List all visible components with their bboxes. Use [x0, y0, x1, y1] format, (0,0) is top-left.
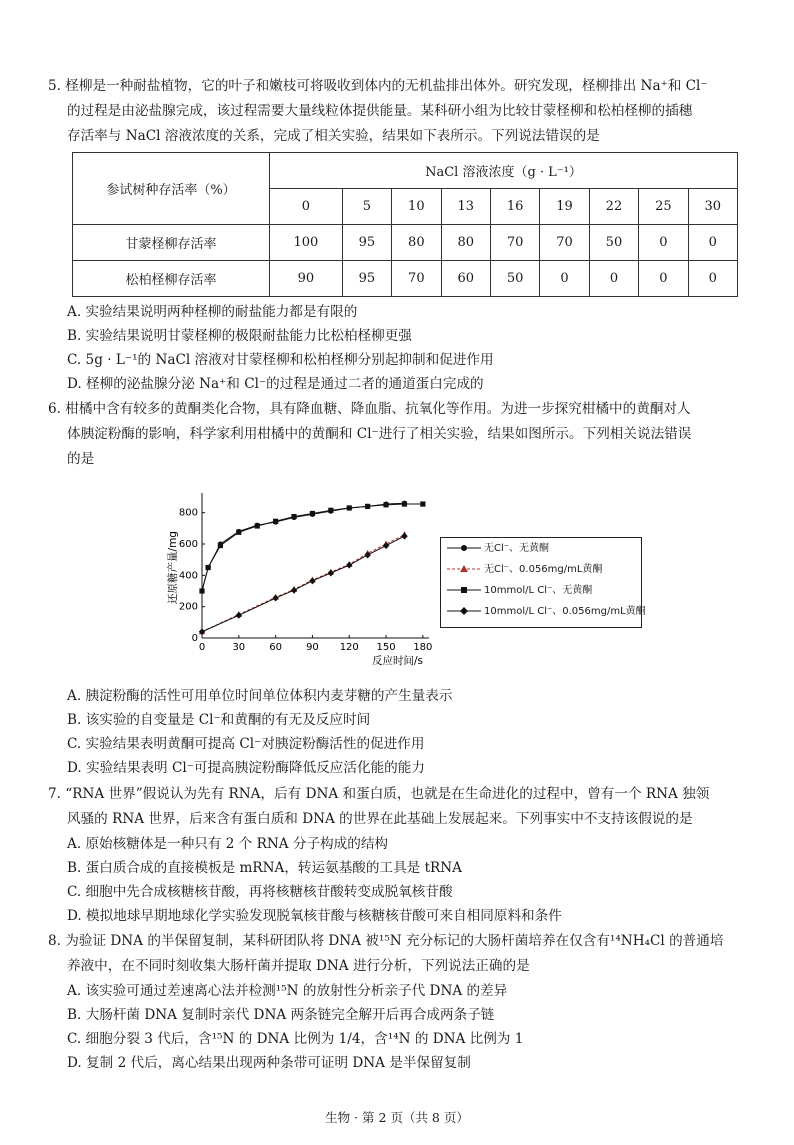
concentration-cell: 19: [540, 189, 589, 225]
table-cell: 70: [540, 225, 589, 261]
q6-option-a: A. 胰淀粉酶的活性可用单位时间单位体积内麦芽糖的产生量表示: [67, 688, 453, 704]
x-tick-label: 120: [339, 642, 359, 653]
q5-stem-line-2: 的过程是由泌盐腺完成，该过程需要大量线粒体提供能量。某科研小组为比较甘蒙柽柳和松柏柽柳的插穗: [67, 103, 693, 119]
q6-stem-line-1: 6. 柑橘中含有较多的黄酮类化合物，具有降血糖、降血脂、抗氧化等作用。为进一步探究柑橘中的黄酮对人: [48, 401, 691, 417]
table-cell: 90: [270, 261, 343, 297]
q7-stem-line-1: 7. “RNA 世界”假说认为先有 RNA，后有 DNA 和蛋白质，也就是在生命进化的过程中，曾有一个 RNA 独领: [48, 786, 710, 802]
row-label: 甘蒙柽柳存活率: [73, 225, 270, 261]
q8-stem-line-2: 养液中，在不同时刻收集大肠杆菌并提取 DNA 进行分析，下列说法正确的是: [67, 958, 530, 974]
data-point: [291, 587, 297, 594]
concentration-cell: 16: [490, 189, 539, 225]
legend-label: 无Cl⁻、无黄酮: [484, 543, 550, 554]
q8-option-b: B. 大肠杆菌 DNA 复制时亲代 DNA 两条链完全解开后再合成两条子链: [67, 1007, 495, 1023]
table-cell: 70: [392, 261, 441, 297]
concentration-cell: 22: [589, 189, 638, 225]
q6-option-d: D. 实验结果表明 Cl⁻可提高胰淀粉酶降低反应活化能的能力: [67, 760, 425, 776]
data-point: [328, 569, 334, 576]
data-point: [255, 523, 260, 528]
y-tick-label: 0: [191, 633, 198, 644]
data-point: [346, 562, 352, 569]
data-point: [328, 508, 333, 513]
legend-item: [447, 541, 549, 557]
q8-stem-line-1: 8. 为验证 DNA 的半保留复制，某科研团队将 DNA 被¹⁵N 充分标记的大肠杆菌培养在仅含有¹⁴NH₄Cl 的普通培: [48, 933, 724, 949]
legend-label: 10mmol/L Cl⁻、无黄酮: [484, 585, 593, 596]
q5-survival-table: [72, 152, 738, 297]
table-cell: 0: [540, 261, 589, 297]
data-point: [309, 577, 315, 584]
series-line: [202, 535, 404, 632]
y-axis-label: 还原糖产量/mg: [167, 531, 179, 604]
table-cell: 0: [639, 261, 688, 297]
concentration-cell: 10: [392, 189, 441, 225]
table-cell: 80: [392, 225, 441, 261]
x-axis-label: 反应时间/s: [371, 655, 423, 667]
table-cell: 0: [589, 261, 638, 297]
data-point: [236, 530, 241, 535]
legend-square-marker: [447, 585, 481, 595]
x-tick-label: 0: [198, 642, 206, 653]
data-point: [401, 533, 407, 540]
table-cell: 70: [490, 225, 539, 261]
q5-option-d: D. 柽柳的泌盐腺分泌 Na⁺和 Cl⁻的过程是通过二者的通道蛋白完成的: [67, 376, 484, 392]
concentration-cell: 30: [688, 189, 737, 225]
table-cell: 95: [342, 225, 391, 261]
q8-option-a: A. 该实验可通过差速离心法并检测¹⁵N 的放射性分析亲子代 DNA 的差异: [67, 983, 508, 999]
q5-stem-line-1: 5. 柽柳是一种耐盐植物，它的叶子和嫩枝可将吸收到体内的无机盐排出体外。研究发现，柽柳排出 Na⁺和 Cl⁻: [48, 78, 708, 94]
q6-option-c: C. 实验结果表明黄酮可提高 Cl⁻对胰淀粉酶活性的促进作用: [67, 736, 425, 752]
concentration-cell: 13: [441, 189, 490, 225]
legend-triangle-marker: [447, 564, 481, 574]
table-cell: 50: [589, 225, 638, 261]
table-group-header: NaCl 溶液浓度（g · L⁻¹）: [270, 153, 738, 189]
data-point: [272, 595, 278, 602]
table-cell: 95: [342, 261, 391, 297]
table-row: [73, 225, 738, 261]
chart-legend: [440, 537, 646, 628]
y-tick-label: 200: [178, 601, 198, 613]
q7-option-b: B. 蛋白质合成的直接模板是 mRNA，转运氨基酸的工具是 tRNA: [67, 860, 462, 876]
y-tick-label: 800: [178, 507, 198, 519]
q7-option-c: C. 细胞中先合成核糖核苷酸，再将核糖核苷酸转变成脱氧核苷酸: [67, 884, 453, 900]
q6-stem-line-3: 的是: [67, 451, 95, 467]
data-point: [273, 519, 278, 524]
q5-option-a: A. 实验结果说明两种柽柳的耐盐能力都是有限的: [67, 304, 358, 320]
concentration-cell: 0: [270, 189, 343, 225]
q8-option-c: C. 细胞分裂 3 代后，含¹⁵N 的 DNA 比例为 1/4，含¹⁴N 的 DNA 比例为 1: [67, 1031, 524, 1047]
x-tick-label: 30: [232, 642, 246, 653]
data-point: [420, 501, 425, 506]
data-point: [199, 588, 204, 593]
table-row: [73, 261, 738, 297]
table-cell: 100: [270, 225, 343, 261]
x-tick-label: 60: [269, 642, 282, 653]
data-point: [310, 511, 315, 516]
data-point: [291, 514, 296, 519]
concentration-cell: 5: [342, 189, 391, 225]
y-tick-label: 600: [178, 539, 198, 550]
enzyme-activity-chart: [150, 488, 433, 683]
page-footer: 生物 · 第 2 页（共 8 页）: [325, 1110, 469, 1125]
x-tick-label: 90: [306, 642, 319, 653]
x-tick-label: 150: [376, 642, 396, 653]
q8-option-d: D. 复制 2 代后，离心结果出现两种条带可证明 DNA 是半保留复制: [67, 1055, 471, 1071]
data-point: [347, 505, 352, 510]
y-tick-label: 400: [178, 570, 198, 582]
data-point: [206, 565, 211, 570]
q7-stem-line-2: 风骚的 RNA 世界，后来含有蛋白质和 DNA 的世界在此基础上发展起来。下列事实中不支持该假说的是: [67, 811, 693, 827]
data-point: [365, 504, 370, 509]
table-cell: 0: [688, 261, 737, 297]
q6-option-b: B. 该实验的自变量是 Cl⁻和黄酮的有无及反应时间: [67, 712, 371, 728]
q7-option-d: D. 模拟地球早期地球化学实验发现脱氧核苷酸与核糖核苷酸可来自相同原料和条件: [67, 908, 562, 924]
table-cell: 0: [688, 225, 737, 261]
q5-option-b: B. 实验结果说明甘蒙柽柳的极限耐盐能力比松柏柽柳更强: [67, 328, 412, 344]
q6-stem-line-2: 体胰淀粉酶的影响，科学家利用柑橘中的黄酮和 Cl⁻进行了相关实验，结果如图所示。下列相关说法错误: [67, 426, 692, 442]
q7-option-a: A. 原始核糖体是一种只有 2 个 RNA 分子构成的结构: [67, 836, 389, 852]
series-line: [202, 503, 404, 591]
table-cell: 60: [441, 261, 490, 297]
legend-item: [447, 562, 602, 578]
table-cell: 0: [639, 225, 688, 261]
legend-label: 无Cl⁻、0.056mg/mL黄酮: [484, 564, 603, 575]
row-label: 松柏柽柳存活率: [73, 261, 270, 297]
data-point: [236, 612, 242, 619]
data-point: [383, 502, 388, 507]
concentration-cell: 25: [639, 189, 688, 225]
q5-stem-line-3: 存活率与 NaCl 溶液浓度的关系，完成了相关实验，结果如下表所示。下列说法错误的是: [67, 128, 600, 144]
legend-label: 10mmol/L Cl⁻、0.056mg/mL黄酮: [484, 606, 646, 617]
legend-circle-marker: [447, 543, 481, 553]
x-tick-label: 180: [413, 642, 433, 653]
table-corner-header: 参试树种存活率（%）: [73, 153, 270, 225]
data-point: [218, 543, 223, 548]
data-point: [402, 501, 407, 506]
legend-diamond-marker: [447, 606, 481, 616]
table-cell: 80: [441, 225, 490, 261]
q5-option-c: C. 5g · L⁻¹的 NaCl 溶液对甘蒙柽柳和松柏柽柳分别起抑制和促进作用: [67, 352, 494, 368]
table-cell: 50: [490, 261, 539, 297]
legend-item: [447, 583, 592, 599]
legend-item: [447, 604, 646, 620]
